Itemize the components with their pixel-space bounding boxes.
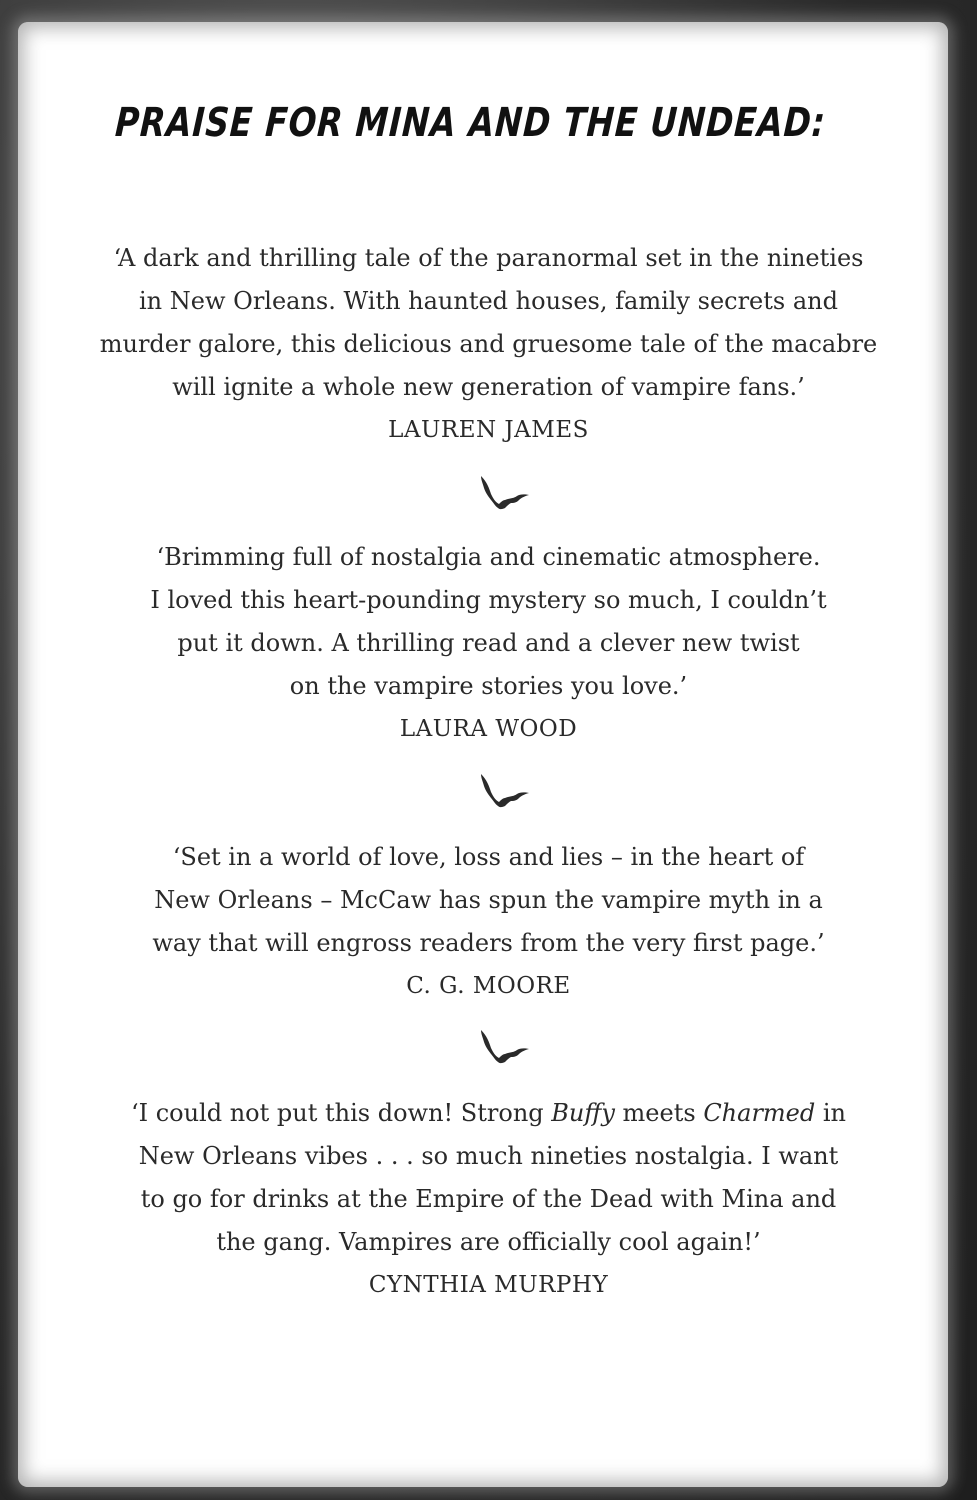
quote-line-first bbox=[0, 1092, 977, 1135]
quote-line: New Orleans – McCaw has spun the vampire myth in a bbox=[154, 886, 823, 914]
bat-icon bbox=[475, 1026, 531, 1066]
quote-line: ‘Brimming full of nostalgia and cinematic atmosphere. bbox=[156, 543, 821, 571]
quote-line: murder galore, this delicious and gruesome tale of the macabre bbox=[99, 330, 878, 358]
quote-author: C. G. MOORE bbox=[406, 973, 571, 999]
quote-line: put it down. A thrilling read and a clever new twist bbox=[177, 629, 800, 657]
quote-laura-wood bbox=[0, 536, 977, 751]
quote-text: in bbox=[815, 1099, 847, 1127]
quote-line: way that will engross readers from the very first page.’ bbox=[152, 929, 825, 957]
quote-title-buffy: Buffy bbox=[551, 1099, 615, 1127]
quote-line: I loved this heart-pounding mystery so much, I couldn’t bbox=[150, 586, 827, 614]
quote-author: LAUREN JAMES bbox=[388, 417, 589, 443]
quote-text: meets bbox=[614, 1099, 704, 1127]
quote-cynthia-murphy bbox=[0, 1092, 977, 1307]
quote-line: will ignite a whole new generation of vampire fans.’ bbox=[172, 373, 805, 401]
quote-line: on the vampire stories you love.’ bbox=[289, 672, 688, 700]
quote-text: ‘I could not put this down! Strong bbox=[130, 1099, 552, 1127]
quote-author: LAURA WOOD bbox=[399, 716, 578, 742]
quote-author: CYNTHIA MURPHY bbox=[368, 1272, 609, 1298]
page-title: PRAISE FOR MINA AND THE UNDEAD: bbox=[113, 100, 828, 146]
bat-icon bbox=[475, 770, 531, 810]
quote-line: the gang. Vampires are officially cool again!’ bbox=[216, 1228, 761, 1256]
quote-lauren-james bbox=[0, 237, 977, 452]
quote-title-charmed: Charmed bbox=[703, 1099, 816, 1127]
quote-line: in New Orleans. With haunted houses, family secrets and bbox=[139, 287, 838, 315]
quote-line: New Orleans vibes . . . so much nineties nostalgia. I want bbox=[138, 1142, 839, 1170]
quote-line: ‘Set in a world of love, loss and lies – in the heart of bbox=[172, 843, 805, 871]
bat-icon bbox=[475, 472, 531, 512]
quote-line: ‘A dark and thrilling tale of the paranormal set in the nineties bbox=[113, 244, 864, 272]
quote-line: to go for drinks at the Empire of the Dead with Mina and bbox=[140, 1185, 837, 1213]
quote-cg-moore bbox=[0, 836, 977, 1008]
